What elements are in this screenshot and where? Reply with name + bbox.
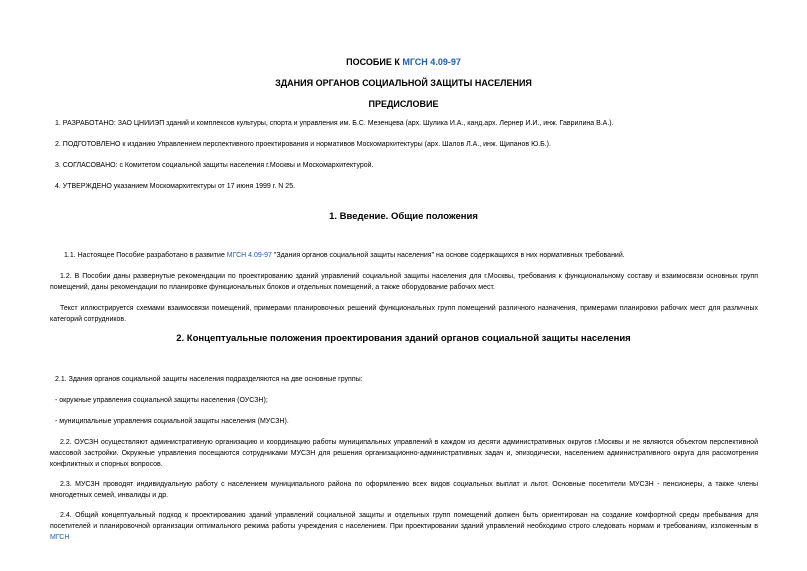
- preface-item-1: 1. РАЗРАБОТАНО: ЗАО ЦНИИЭП зданий и комплексов культуры, спорта и управления им. Б.С. Мезенцева (арх. Шулика И.А., канд.арх. Лернер И.И., инж. Гаврилина В.А.).: [55, 120, 614, 127]
- norm-link[interactable]: МГСН: [50, 534, 70, 541]
- section-2-heading: 2. Концептуальные положения проектирования зданий органов социальной защиты населения: [176, 333, 631, 344]
- section-2-list-item-1: - окружные управления социальной защиты населения (ОУСЗН);: [55, 397, 268, 404]
- paragraph-text: Текст иллюстрируется схемами взаимосвязи помещений, примерами планировочных решений функциональных групп помещений различного назначения, примерами планировки рабочих мест для различных категорий сотрудников.: [50, 305, 758, 323]
- title-norm-link[interactable]: МГСН 4.09-97: [402, 57, 461, 67]
- title-prefix: ПОСОБИЕ К: [346, 57, 403, 67]
- section-1-paragraph-1: [64, 250, 625, 261]
- section-2-list-item-2: - муниципальные управления социальной защиты населения (МУСЗН).: [55, 418, 289, 425]
- paragraph-text: "Здания органов социальной защиты населения" на основе содержащихся в них нормативных требований.: [271, 252, 625, 259]
- paragraph-text: 2.4. Общий концептуальный подход к проектированию зданий управлений социальной защиты и отдельных групп помещений должен быть ориентирован на создание комфортной среды пребывания для посетителей и планировочной организации оптимального режима работы учреждения с населением. При проектировании зданий управлений необходимо строго следовать нормам и требованиям, изложенным в: [50, 512, 758, 530]
- paragraph-text: 1.1. Настоящее Пособие разработано в развитие: [64, 252, 227, 259]
- preface-item-3: 3. СОГЛАСОВАНО: с Комитетом социальной защиты населения г.Москвы и Москомархитектурой.: [55, 162, 374, 169]
- paragraph-text: 2.3. МУСЗН проводят индивидуальную работу с населением муниципального района по оформлению всех видов социальных выплат и льгот. Основные посетители МУСЗН - пенсионеры, а также члены многодетных семей, инвалиды и др.: [50, 481, 758, 499]
- paragraph-text: 2.2. ОУСЗН осуществляют административную организацию и координацию работы муниципальных управлений в каждом из десяти административных округов г.Москвы и не являются объектом перспективной массовой застройки. Окружные управления посещаются сотрудниками МУСЗН для решения организационно-административных задач и, эпизодически, населением административного округа для рассмотрения конфликтных и спорных вопросов.: [50, 439, 758, 468]
- norm-link[interactable]: МГСН 4.09-97: [226, 252, 272, 259]
- section-2-paragraph-1: 2.1. Здания органов социальной защиты населения подразделяются на две основные группы:: [55, 376, 363, 383]
- preface-heading: ПРЕДИСЛОВИЕ: [368, 99, 439, 109]
- section-1-paragraph-3: [50, 303, 758, 325]
- preface-item-2: 2. ПОДГОТОВЛЕНО к изданию Управлением перспективного проектирования и нормативов Москомархитектуры (арх. Шалов Л.А., инж. Щипанов Ю.Б.).: [55, 141, 551, 148]
- paragraph-text: 1.2. В Пособии даны развернутые рекомендации по проектированию зданий управлений социальной защиты населения для г.Москвы, требования к функциональному составу и взаимосвязи основных групп помещений, даны рекомендации по планировке функциональных блоков и отдельных помещений, а также оборудование рабочих мест.: [50, 273, 758, 291]
- section-1-paragraph-2: [50, 271, 758, 293]
- section-2-paragraph-3: [50, 479, 758, 501]
- section-2-paragraph-4: [50, 510, 758, 543]
- preface-item-4: 4. УТВЕРЖДЕНО указанием Москомархитектуры от 17 июня 1999 г. N 25.: [55, 183, 296, 190]
- section-1-heading: 1. Введение. Общие положения: [329, 211, 478, 222]
- section-2-paragraph-2: [50, 437, 758, 470]
- document-title: [0, 56, 807, 68]
- document-subtitle: ЗДАНИЯ ОРГАНОВ СОЦИАЛЬНОЙ ЗАЩИТЫ НАСЕЛЕНИЯ: [275, 78, 532, 88]
